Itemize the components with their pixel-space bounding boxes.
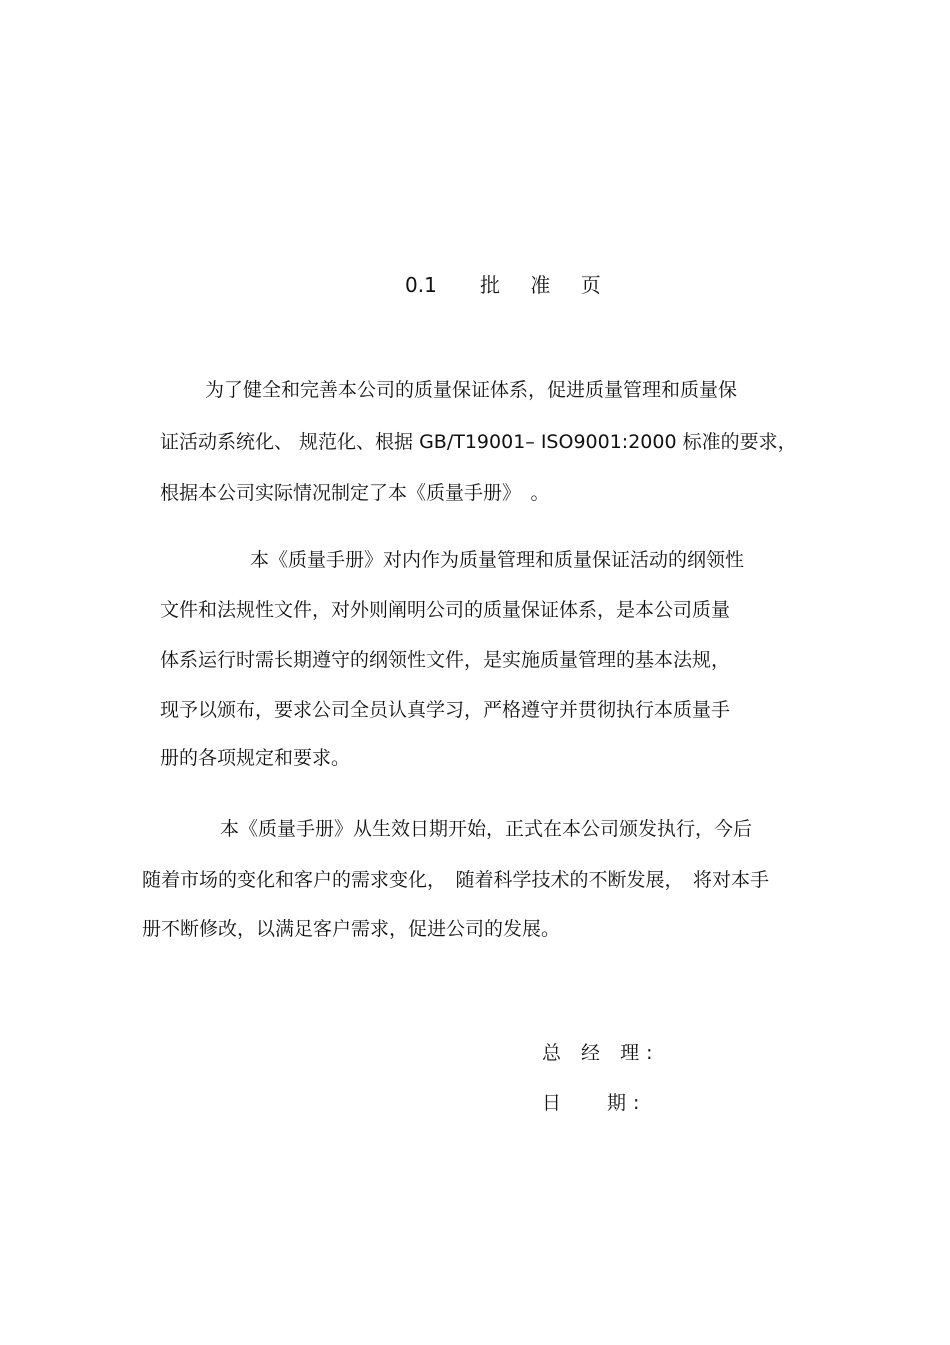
paragraph1-line3: 根据本公司实际情况制定了本《质量手册》 。 bbox=[160, 482, 550, 504]
paragraph3-line3: 册不断修改，以满足客户需求，促进公司的发展。 bbox=[142, 918, 561, 940]
paragraph1-line1: 为了健全和完善本公司的质量保证体系，促进质量管理和质量保 bbox=[205, 379, 738, 401]
paragraph2-line4: 现予以颁布，要求公司全员认真学习，严格遵守并贯彻执行本质量手 bbox=[160, 699, 731, 721]
date-label: 日 期: bbox=[542, 1092, 647, 1114]
page-title: 批 准 页 bbox=[480, 273, 613, 297]
paragraph2-line2: 文件和法规性文件，对外则阐明公司的质量保证体系，是本公司质量 bbox=[160, 599, 731, 621]
paragraph3-line2: 随着市场的变化和客户的需求变化， 随着科学技术的不断发展， 将对本手 bbox=[142, 869, 770, 891]
paragraph3-line1: 本《质量手册》从生效日期开始，正式在本公司颁发执行，今后 bbox=[220, 818, 753, 840]
paragraph2-line3: 体系运行时需长期遵守的纲领性文件，是实施质量管理的基本法规， bbox=[160, 649, 731, 671]
general-manager-label: 总 经 理: bbox=[542, 1042, 660, 1064]
paragraph2-line5: 册的各项规定和要求。 bbox=[160, 747, 351, 769]
section-number: 0.1 bbox=[405, 273, 437, 297]
paragraph2-line1: 本《质量手册》对内作为质量管理和质量保证活动的纲领性 bbox=[250, 549, 745, 571]
paragraph1-line2: 证活动系统化、 规范化、根据 GB/T19001– ISO9001:2000 标准的要求， bbox=[160, 431, 797, 453]
